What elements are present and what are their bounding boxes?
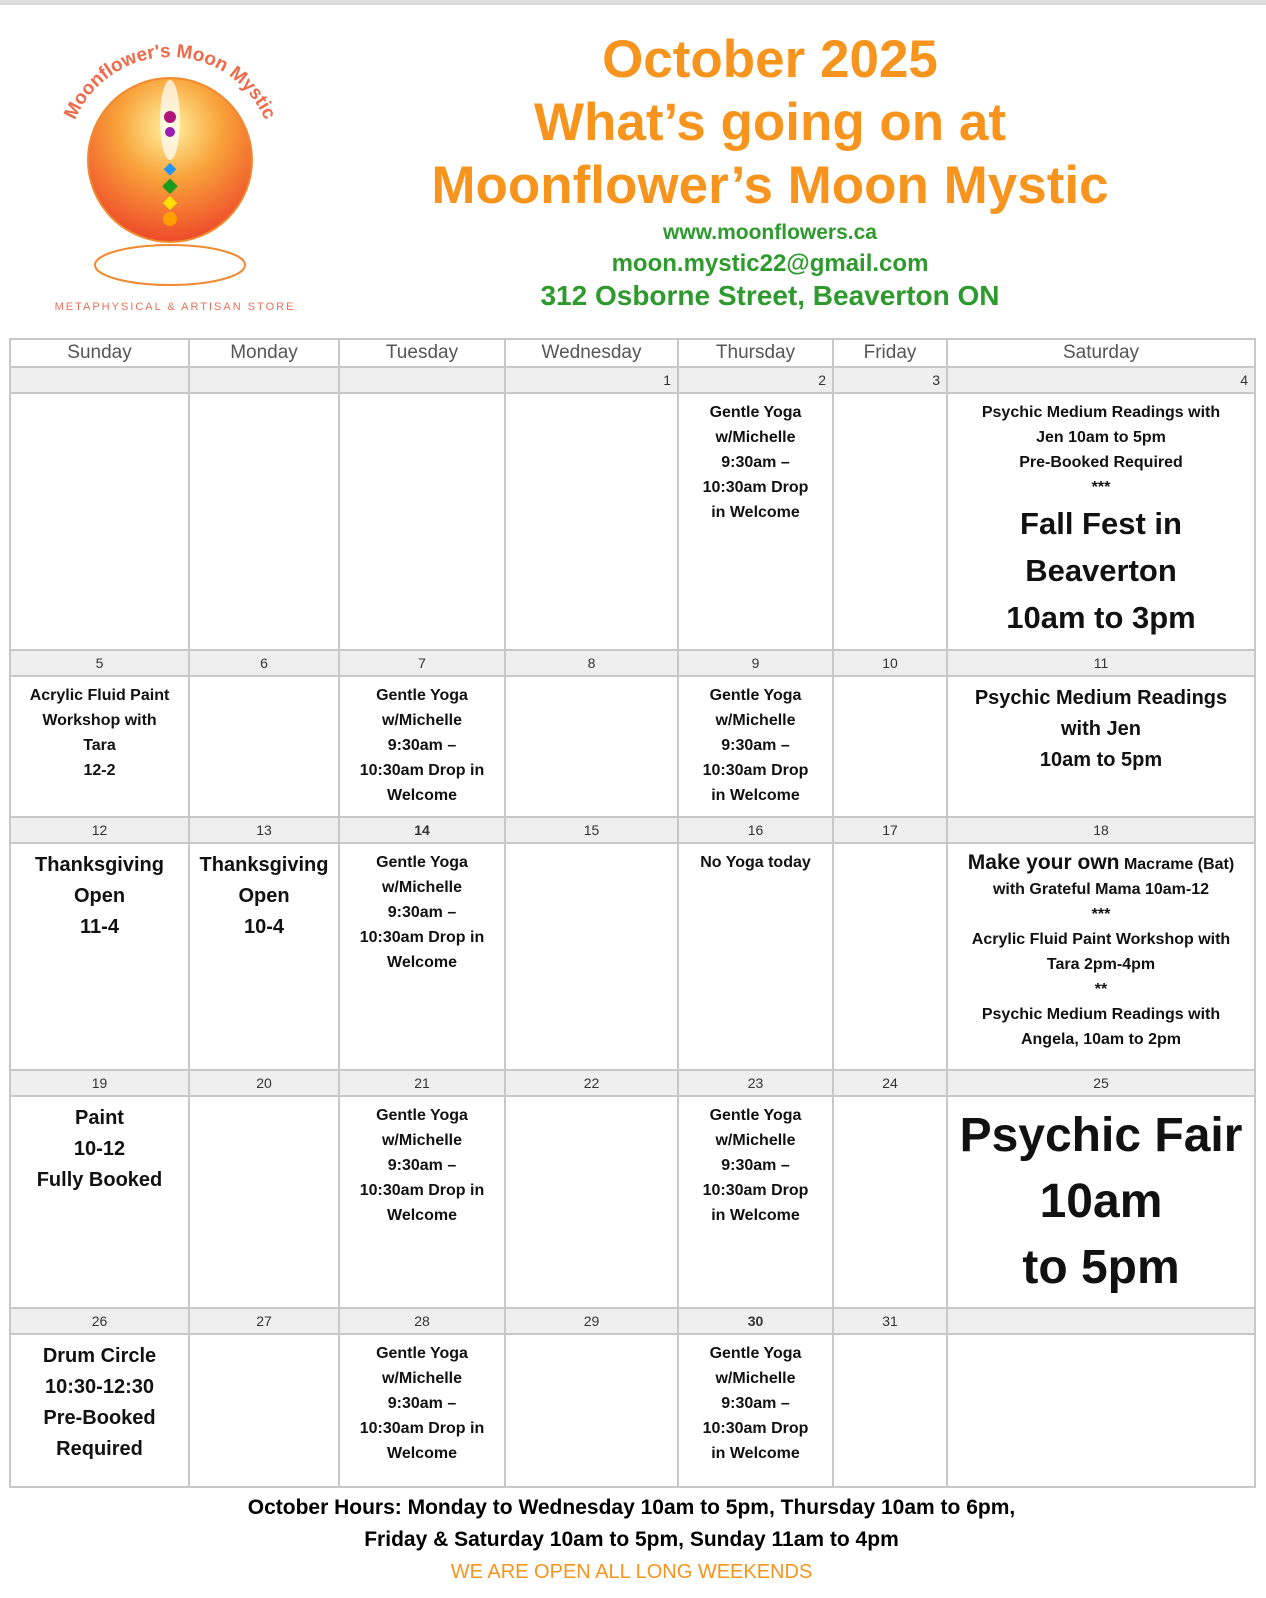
date-number: 26 [10,1308,189,1334]
event-text: 10:30am Drop in [359,1182,485,1199]
date-row [10,1308,1255,1334]
event-text: 10:30am Drop in [359,929,485,946]
day-header: Tuesday [339,339,505,367]
day-cell[interactable] [678,393,833,650]
email-link[interactable]: moon.mystic22@gmail.com [611,250,929,277]
event-text: Gentle Yoga [709,1345,802,1362]
day-cell[interactable] [678,1334,833,1487]
day-cell[interactable] [833,393,947,650]
event-text: to 5pm [1022,1241,1180,1294]
week-row [10,676,1255,817]
event-text: 9:30am – [387,1157,457,1174]
event-text: Psychic Medium Readings [974,687,1228,709]
week-row [10,393,1255,650]
day-cell[interactable] [339,393,505,650]
event-text: No Yoga today [700,854,811,871]
hours-line-1: October Hours: Monday to Wednesday 10am to 5pm, Thursday 10am to 6pm, [247,1496,1016,1519]
event-text: in Welcome [711,504,800,521]
date-number: 3 [833,367,947,393]
event-text: Welcome [387,1207,457,1224]
calendar-grid [9,338,1256,1488]
date-number: 9 [678,650,833,676]
day-cell[interactable] [339,676,505,817]
event-text: w/Michelle [381,1370,463,1387]
event-text: 9:30am – [721,1157,790,1174]
event-text: 10:30am Drop [702,479,809,496]
date-number: 1 [505,367,678,393]
week-row [10,1096,1255,1308]
date-number: 30 [678,1308,833,1334]
date-number: 8 [505,650,678,676]
event-text: Gentle Yoga [376,687,468,704]
date-number: 11 [947,650,1255,676]
day-header: Sunday [10,339,189,367]
fall-fest-text: 10am to 3pm [1006,600,1196,635]
day-header: Thursday [678,339,833,367]
date-number: 24 [833,1070,947,1096]
event-text: Make your own [967,851,1120,874]
event-text: Psychic Fair [959,1109,1243,1162]
event-text: Gentle Yoga [709,1107,802,1124]
event-text: Gentle Yoga [709,687,802,704]
date-number: 14 [339,817,505,843]
event-text: *** [1091,906,1111,923]
event-text: with Grateful Mama 10am-12 [992,881,1210,898]
date-number [339,367,505,393]
event-text: w/Michelle [715,712,796,729]
date-number: 13 [189,817,339,843]
event-text: Paint [75,1107,124,1129]
day-cell[interactable] [505,393,678,650]
day-cell[interactable] [339,1096,505,1308]
event-text: 10:30am Drop in [359,1420,485,1437]
day-cell[interactable] [189,393,339,650]
day-cell[interactable] [833,843,947,1070]
date-number: 20 [189,1070,339,1096]
day-cell[interactable] [678,676,833,817]
event-text: 10-12 [73,1138,126,1160]
fall-fest-text: Fall Fest in [1020,506,1182,541]
day-cell[interactable] [833,676,947,817]
event-text: w/Michelle [381,879,463,896]
event-text: Gentle Yoga [376,854,468,871]
date-number: 29 [505,1308,678,1334]
date-number [189,367,339,393]
event-text: 10:30am Drop in [359,762,485,779]
event-text: in Welcome [711,1207,800,1224]
event-text: in Welcome [711,1445,800,1462]
event-text: Welcome [387,954,457,971]
date-number: 21 [339,1070,505,1096]
day-cell[interactable] [189,1334,339,1487]
month-title: October 2025 [602,30,938,89]
event-text: 10:30-12:30 [45,1376,154,1398]
date-number: 15 [505,817,678,843]
date-number [947,1308,1255,1334]
event-text: Gentle Yoga [376,1107,468,1124]
date-number: 28 [339,1308,505,1334]
date-number: 12 [10,817,189,843]
event-text: Jen 10am to 5pm [1036,429,1166,446]
day-cell[interactable] [10,1096,189,1308]
event-text: Acrylic Fluid Paint [29,687,170,704]
day-header: Wednesday [505,339,678,367]
day-cell[interactable] [10,1334,189,1487]
day-header: Saturday [947,339,1255,367]
week-row [10,1334,1255,1487]
date-number: 23 [678,1070,833,1096]
event-text: 10-4 [243,916,285,938]
date-number: 31 [833,1308,947,1334]
calendar-and-footer [9,338,1254,1588]
event-text: Welcome [387,787,457,804]
event-text: Tara [83,737,116,754]
event-text: Tara 2pm-4pm [1046,956,1156,973]
logo-arc-text: Moonflower's Moon Mystic [60,40,280,123]
day-cell[interactable] [505,1096,678,1308]
event-text: Psychic Medium Readings with [981,1006,1221,1023]
day-cell[interactable] [678,1096,833,1308]
event-text: 11-4 [80,916,119,938]
day-cell[interactable] [505,843,678,1070]
date-number: 5 [10,650,189,676]
event-text: 9:30am – [721,737,790,754]
date-number: 18 [947,817,1255,843]
date-number: 2 [678,367,833,393]
date-row [10,817,1255,843]
event-text: Macrame (Bat) [1123,856,1235,873]
event-text: 10:30am Drop [702,762,809,779]
event-text: 10am to 5pm [1039,749,1163,771]
store-logo [45,35,295,297]
event-text: Workshop with [42,712,157,729]
logo-subtitle: METAPHYSICAL & ARTISAN STORE [54,301,296,313]
event-text: with Jen [1060,718,1141,740]
day-cell[interactable] [947,843,1255,1070]
week-row [10,843,1255,1070]
top-border [0,0,1266,5]
event-text: w/Michelle [715,1132,796,1149]
event-text: 10:30am Drop [702,1182,809,1199]
page-header [320,28,1220,313]
event-text: Gentle Yoga [376,1345,468,1362]
date-number: 10 [833,650,947,676]
event-text: Gentle Yoga [709,404,802,421]
day-cell[interactable] [10,843,189,1070]
event-text: 10am [1039,1175,1163,1228]
date-number: 7 [339,650,505,676]
event-text: Acrylic Fluid Paint Workshop with [971,931,1231,948]
day-cell[interactable] [339,843,505,1070]
event-text: Angela, 10am to 2pm [1020,1031,1182,1048]
event-text: 12-2 [83,762,116,779]
event-text: ** [1094,981,1108,998]
day-cell[interactable] [678,843,833,1070]
event-text: w/Michelle [715,1370,796,1387]
event-text: w/Michelle [381,712,463,729]
date-row [10,1070,1255,1096]
date-number: 27 [189,1308,339,1334]
event-text: 9:30am – [387,904,457,921]
day-cell[interactable] [947,1334,1255,1487]
date-row [10,650,1255,676]
fall-fest-text: Beaverton [1025,553,1177,588]
day-cell[interactable] [833,1334,947,1487]
day-cell[interactable] [339,1334,505,1487]
event-text: 9:30am – [387,737,457,754]
day-cell[interactable] [189,1096,339,1308]
day-cell[interactable] [10,393,189,650]
website-link[interactable]: www.moonflowers.ca [663,221,877,244]
event-text: Welcome [387,1445,457,1462]
event-text: 9:30am – [387,1395,457,1412]
event-text: Pre-Booked Required [1019,454,1183,471]
date-number: 4 [947,367,1255,393]
day-cell[interactable] [10,676,189,817]
day-header: Monday [189,339,339,367]
event-text: Psychic Medium Readings with [981,404,1221,421]
day-cell[interactable] [505,676,678,817]
event-text: Pre-Booked [43,1407,156,1429]
date-number: 17 [833,817,947,843]
headline: What’s going on at [533,93,1007,152]
event-text: Drum Circle [42,1345,157,1367]
day-cell[interactable] [947,1096,1255,1308]
date-row [10,367,1255,393]
event-text: 9:30am – [721,1395,790,1412]
store-name: Moonflower’s Moon Mystic [431,156,1109,215]
event-text: Required [56,1438,143,1460]
date-number: 22 [505,1070,678,1096]
event-text: Open [238,885,290,907]
date-number: 6 [189,650,339,676]
event-text: *** [1091,479,1111,496]
date-number: 25 [947,1070,1255,1096]
date-number: 19 [10,1070,189,1096]
event-text: Thanksgiving [199,854,329,876]
hours-line-2: Friday & Saturday 10am to 5pm, Sunday 11am to 4pm [364,1528,899,1551]
day-cell[interactable] [833,1096,947,1308]
day-header: Friday [833,339,947,367]
day-cell[interactable] [189,676,339,817]
event-text: w/Michelle [715,429,796,446]
address: 312 Osborne Street, Beaverton ON [540,280,1000,311]
event-text: 9:30am – [721,454,790,471]
event-text: in Welcome [711,787,800,804]
day-cell[interactable] [505,1334,678,1487]
date-number: 16 [678,817,833,843]
day-cell[interactable] [947,393,1255,650]
day-cell[interactable] [947,676,1255,817]
event-text: 10:30am Drop [702,1420,809,1437]
day-cell[interactable] [189,843,339,1070]
event-text: w/Michelle [381,1132,463,1149]
event-text: Thanksgiving [35,854,164,876]
date-number [10,367,189,393]
open-notice: WE ARE OPEN ALL LONG WEEKENDS [450,1561,813,1583]
event-text: Fully Booked [36,1169,163,1191]
event-text: Open [73,885,126,907]
